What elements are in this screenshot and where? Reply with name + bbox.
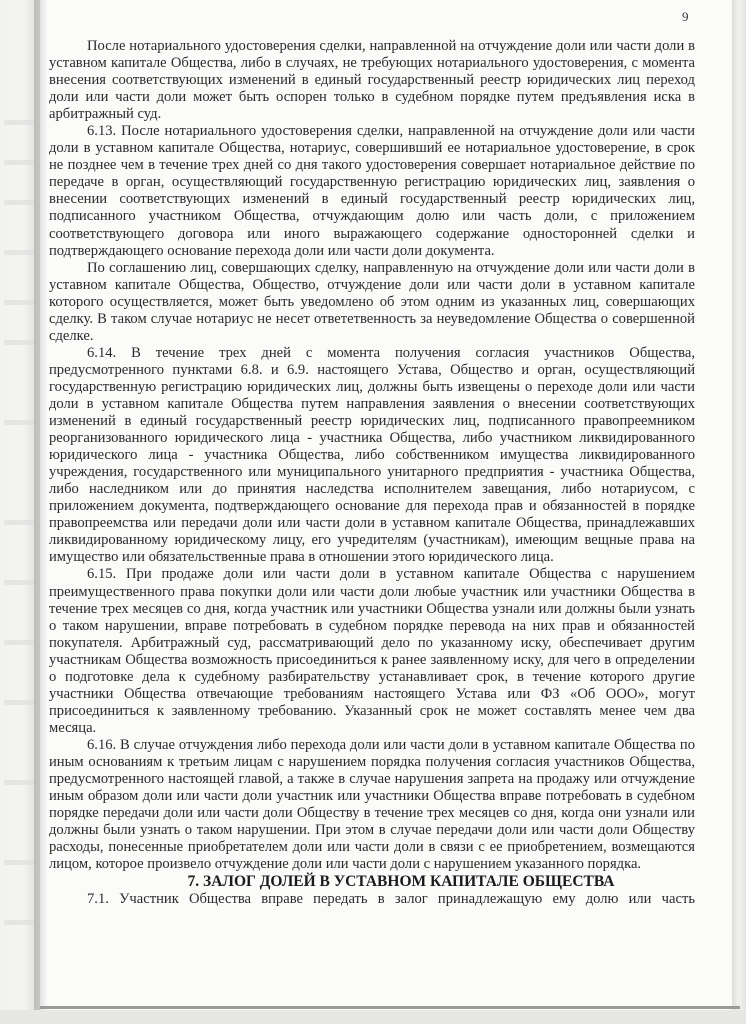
binding-shadow — [34, 0, 48, 1010]
paragraph: По соглашению лиц, совершающих сделку, направленную на отчуждение доли или части доли в уставном капитале Общества, Общество, отчуждение доли или части доли в уставном капитале которого осуществляется, может быть уведомлено об этом одним из указанных лиц, совершающих сделку. В таком случае нотариус не несет ответетвенность за неуведомление Общества о совершенной сделке. — [49, 259, 695, 344]
page-number: 9 — [682, 9, 689, 24]
paragraph-6-16: 6.16. В случае отчуждения либо перехода доли или части доли в уставном капитале Общества по иным основаниям к третьим лицам с нарушением порядка получения согласия участников Общества, предусмотренного настоящей главой, а также в случае нарушения запрета на продажу или отчуждение иным образом доли или части доли участник или участники Общества вправе потребовать в судебном порядке передачи доли или части доли Обществу в течение трех месяцев со дня, когда они узнали или должны были узнать о таком нарушении. При этом в случае передачи доли или части доли Обществу расходы, понесенные приобретателем доли или части доли в связи с ее приобретением, возмещаются лицом, которое произвело отчуждение доли или части доли с нарушением указанного порядка. — [49, 736, 695, 873]
page-stack-edge — [732, 0, 746, 1012]
page-bottom-edge — [40, 1006, 740, 1009]
scanner-bed — [0, 1010, 746, 1024]
paragraph-6-15: 6.15. При продаже доли или части доли в уставном капитале Общества с нарушением преимущественного права покупки доли или части доли любые участник или участники Общества в течение трех месяцев со дня, когда участник или участники Общества узнали или должны были узнать о таком нарушении, вправе потребовать в судебном порядке перевода на них прав и обязанностей покупателя. Арбитражный суд, рассматривающий дело по указанному иску, обеспечивает другим участникам Общества возможность присоединиться к ранее заявленному иску, для чего в определении о подготовке дела к судебному разбирательству устанавливает срок, в течение которого другие участники Общества отвечающие требованиям настоящего Устава или ФЗ «Об ООО», могут присоединиться к заявленному требованию. Указанный срок не может составлять менее чем два месяца. — [49, 566, 695, 736]
paragraph-6-13: 6.13. После нотариального удостоверения сделки, направленной на отчуждение доли или части доли в уставном капитале Общества, нотариус, совершивший ее нотариальное удостоверение, в срок не позднее чем в течение трех дней со дня такого удостоверения совершает нотариальное действие по передаче в орган, осуществляющий государственную регистрацию юридических лиц, заявления о внесении соответствующих изменений в единый государственный реестр юридических лиц, подписанного участником Общества, отчуждающим долю или часть доли, с приложением соответствующего договора или иного выражающего содержание односторонней сделки и подтверждающего основание перехода доли или части доли документа. — [49, 123, 695, 259]
paragraph: После нотариального удостоверения сделки, направленной на отчуждение доли или части доли в уставном капитале Общества, либо в случаях, не требующих нотариального удостоверения, с момента внесения соответствующих изменений в единый государственный реестр юридических лиц переход доли или части доли может быть оспорен только в судебном порядке путем предъявления иска в арбитражный суд. — [49, 38, 695, 123]
document-body — [49, 38, 695, 908]
paragraph-7-1: 7.1. Участник Общества вправе передать в залог принадлежащую ему долю или часть — [87, 891, 695, 908]
section-heading: 7. ЗАЛОГ ДОЛЕЙ В УСТАВНОМ КАПИТАЛЕ ОБЩЕСТВА — [187, 873, 615, 891]
paragraph-6-14: 6.14. В течение трех дней с момента получения согласия участников Общества, предусмотренного пунктами 6.8. и 6.9. настоящего Устава, Общество и орган, осуществляющий государственную регистрацию юридических лиц, должны быть извещены о переходе доли или части доли в уставном капитале Общества путем направления заявления о внесении соответствующих изменений в единый государственный реестр юридических лиц, подписанного правопреемником реорганизованного юридического лица - участника Общества, либо участником ликвидированного юридического лица - участника Общества, либо собственником имущества ликвидированного учреждения, государственного или муниципального унитарного предприятия - участника Общества, либо наследником или до принятия наследства исполнителем завещания, либо нотариусом, с приложением документа, подтверждающего основание для перехода прав и обязанностей в порядке правопреемства или передачи доли или части доли в уставном капитале Общества, принадлежавших ликвидированному юридическому лицу, его учредителям (участникам), имеющим вещные права на имущество или обязательственные права в отношении этого юридического лица. — [49, 344, 695, 566]
